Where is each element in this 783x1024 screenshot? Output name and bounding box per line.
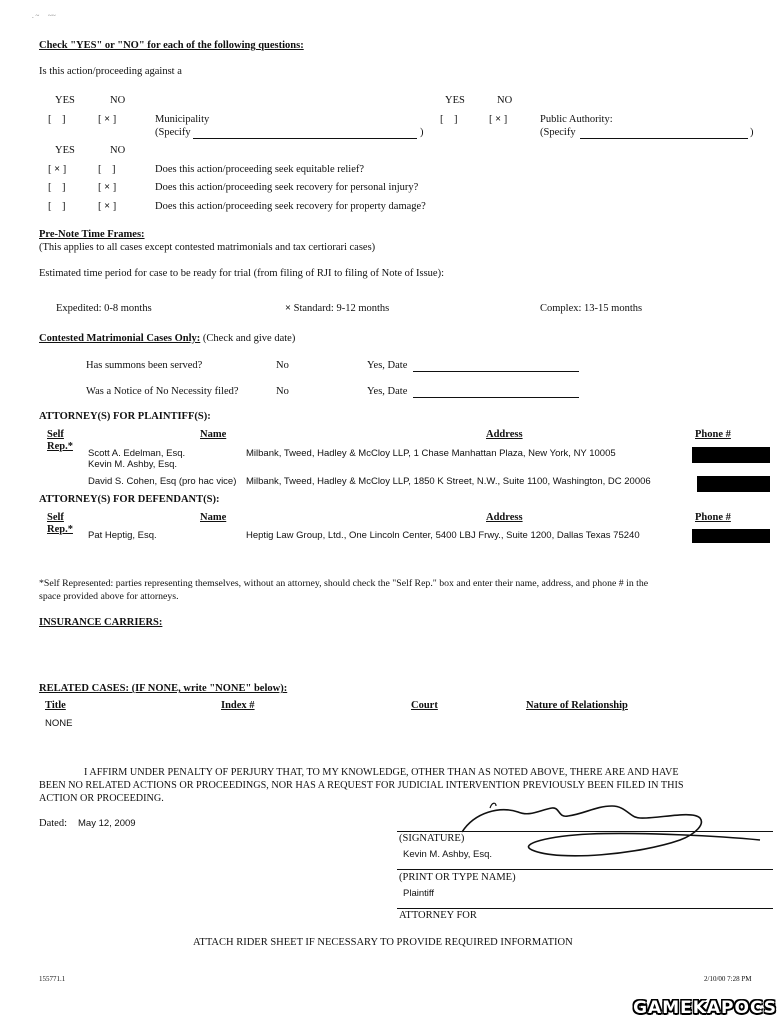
notice-date-line[interactable] <box>413 397 579 398</box>
summons-no[interactable]: No <box>276 360 289 371</box>
property-damage-yes-checkbox[interactable]: [ ] <box>48 201 66 212</box>
plaintiff-col-rep: Rep.* <box>47 441 73 452</box>
equitable-relief-no-checkbox[interactable]: [ ] <box>98 164 116 175</box>
form-id: 155771.1 <box>39 975 66 983</box>
no-label: NO <box>110 145 126 156</box>
personal-injury-question: Does this action/proceeding seek recovery for personal injury? <box>155 182 419 193</box>
self-rep-note: *Self Represented: parties representing themselves, without an attorney, should check the "Self Rep." box and enter their name, address, and phone # in the <box>39 578 649 589</box>
standard-check-mark: × <box>285 303 291 314</box>
public-authority-no-checkbox[interactable]: [ × ] <box>489 114 508 125</box>
matrimonial-subtitle: (Check and give date) <box>200 333 296 344</box>
defendant-col-name: Name <box>200 512 227 523</box>
expedited-option[interactable]: Expedited: 0-8 months <box>56 303 152 314</box>
signature-label: (SIGNATURE) <box>399 833 465 844</box>
personal-injury-yes-checkbox[interactable]: [ ] <box>48 182 66 193</box>
dated-value: May 12, 2009 <box>78 818 136 829</box>
equitable-relief-yes-checkbox[interactable]: [ × ] <box>48 164 67 175</box>
signer-name: Kevin M. Ashby, Esq. <box>403 849 493 860</box>
notice-question: Was a Notice of No Necessity filed? <box>86 386 239 397</box>
affirmation-line: BEEN NO RELATED ACTIONS OR PROCEEDINGS, NOR HAS A REQUEST FOR JUDICIAL INTERVENTION PREVIOUSLY BEEN FILED IN THIS <box>39 780 684 791</box>
equitable-relief-question: Does this action/proceeding seek equitable relief? <box>155 164 365 175</box>
instruction-heading: Check "YES" or "NO" for each of the following questions: <box>39 40 304 51</box>
print-name-line[interactable] <box>397 869 773 870</box>
related-col-index: Index # <box>221 700 255 711</box>
municipality-no-checkbox[interactable]: [ × ] <box>98 114 117 125</box>
matrimonial-heading <box>39 333 295 344</box>
defendant-attorneys-title: ATTORNEY(S) FOR DEFENDANT(S): <box>39 494 220 505</box>
redacted-phone <box>692 529 770 543</box>
property-damage-no-checkbox[interactable]: [ × ] <box>98 201 117 212</box>
plaintiff-attorney-name: Scott A. Edelman, Esq. <box>88 448 186 459</box>
yes-label: YES <box>55 95 75 106</box>
handwritten-signature <box>400 792 780 872</box>
notice-no[interactable]: No <box>276 386 289 397</box>
related-cases-value: NONE <box>45 718 73 729</box>
municipality-specify-line[interactable] <box>193 138 417 139</box>
redacted-phone <box>692 447 770 463</box>
attorney-for-label: ATTORNEY FOR <box>399 910 477 921</box>
no-label: NO <box>497 95 513 106</box>
plaintiff-attorney-name: David S. Cohen, Esq (pro hac vice) <box>88 476 237 487</box>
defendant-col-phone: Phone # <box>695 512 731 523</box>
defendant-col-rep: Rep.* <box>47 524 73 535</box>
print-name-label: (PRINT OR TYPE NAME) <box>399 872 516 883</box>
attorney-for-line[interactable] <box>397 908 773 909</box>
redacted-phone <box>697 476 770 492</box>
related-cases-title: RELATED CASES: (IF NONE, write "NONE" below): <box>39 683 288 694</box>
prenote-subtitle: (This applies to all cases except contested matrimonials and tax certiorari cases) <box>39 242 376 253</box>
property-damage-question: Does this action/proceeding seek recovery for property damage? <box>155 201 426 212</box>
defendant-attorney-address: Heptig Law Group, Ltd., One Lincoln Center, 5400 LBJ Frwy., Suite 1200, Dallas Texas 75240 <box>246 530 640 541</box>
public-authority-close-paren: ) <box>750 127 754 138</box>
plaintiff-attorneys-title: ATTORNEY(S) FOR PLAINTIFF(S): <box>39 411 211 422</box>
public-authority-specify-label: (Specify <box>540 127 576 138</box>
yes-label: YES <box>445 95 465 106</box>
defendant-col-self: Self <box>47 512 64 523</box>
notice-yes-date-label[interactable]: Yes, Date <box>367 386 408 397</box>
complex-option[interactable]: Complex: 13-15 months <box>540 303 643 314</box>
plaintiff-attorney-name: Kevin M. Ashby, Esq. <box>88 459 178 470</box>
plaintiff-col-name: Name <box>200 429 227 440</box>
public-authority-yes-checkbox[interactable]: [ ] <box>440 114 458 125</box>
prenote-title: Pre-Note Time Frames: <box>39 229 145 240</box>
scan-specks: . ~ ~~ <box>32 12 56 20</box>
defendant-attorney-name: Pat Heptig, Esq. <box>88 530 157 541</box>
related-col-title: Title <box>45 700 66 711</box>
plaintiff-col-phone: Phone # <box>695 429 731 440</box>
plaintiff-col-self: Self <box>47 429 64 440</box>
insurance-title: INSURANCE CARRIERS: <box>39 617 163 628</box>
yes-label: YES <box>55 145 75 156</box>
standard-label: Standard: 9-12 months <box>293 303 390 314</box>
signature-line[interactable] <box>397 831 773 832</box>
watermark: GAMEKAPOCS <box>633 998 777 1018</box>
against-label: Is this action/proceeding against a <box>39 66 182 77</box>
plaintiff-attorney-address: Milbank, Tweed, Hadley & McCloy LLP, 1850 K Street, N.W., Suite 1100, Washington, DC 20006 <box>246 476 651 487</box>
defendant-col-address: Address <box>486 512 523 523</box>
summons-date-line[interactable] <box>413 371 579 372</box>
related-col-nature: Nature of Relationship <box>526 700 628 711</box>
affirmation-line: ACTION OR PROCEEDING. <box>39 793 164 804</box>
public-authority-label: Public Authority: <box>540 114 613 125</box>
plaintiff-col-address: Address <box>486 429 523 440</box>
standard-option[interactable] <box>285 303 389 314</box>
personal-injury-no-checkbox[interactable]: [ × ] <box>98 182 117 193</box>
municipality-label: Municipality <box>155 114 210 125</box>
prenote-estimate: Estimated time period for case to be ready for trial (from filing of RJI to filing of Note of Issue): <box>39 268 445 279</box>
rider-note: ATTACH RIDER SHEET IF NECESSARY TO PROVIDE REQUIRED INFORMATION <box>193 937 573 948</box>
municipality-yes-checkbox[interactable]: [ ] <box>48 114 66 125</box>
dated-label: Dated: <box>39 818 67 829</box>
summons-yes-date-label[interactable]: Yes, Date <box>367 360 408 371</box>
plaintiff-attorney-address: Milbank, Tweed, Hadley & McCloy LLP, 1 Chase Manhattan Plaza, New York, NY 10005 <box>246 448 616 459</box>
public-authority-specify-line[interactable] <box>580 138 748 139</box>
affirmation-line: I AFFIRM UNDER PENALTY OF PERJURY THAT, TO MY KNOWLEDGE, OTHER THAN AS NOTED ABOVE, THERE ARE AND HAVE <box>84 767 679 778</box>
party-name: Plaintiff <box>403 888 434 899</box>
related-col-court: Court <box>411 700 438 711</box>
print-timestamp: 2/10/00 7:28 PM <box>704 975 752 983</box>
municipality-close-paren: ) <box>420 127 424 138</box>
summons-question: Has summons been served? <box>86 360 203 371</box>
self-rep-note: space provided above for attorneys. <box>39 591 179 602</box>
no-label: NO <box>110 95 126 106</box>
municipality-specify-label: (Specify <box>155 127 191 138</box>
matrimonial-title: Contested Matrimonial Cases Only: <box>39 333 201 344</box>
